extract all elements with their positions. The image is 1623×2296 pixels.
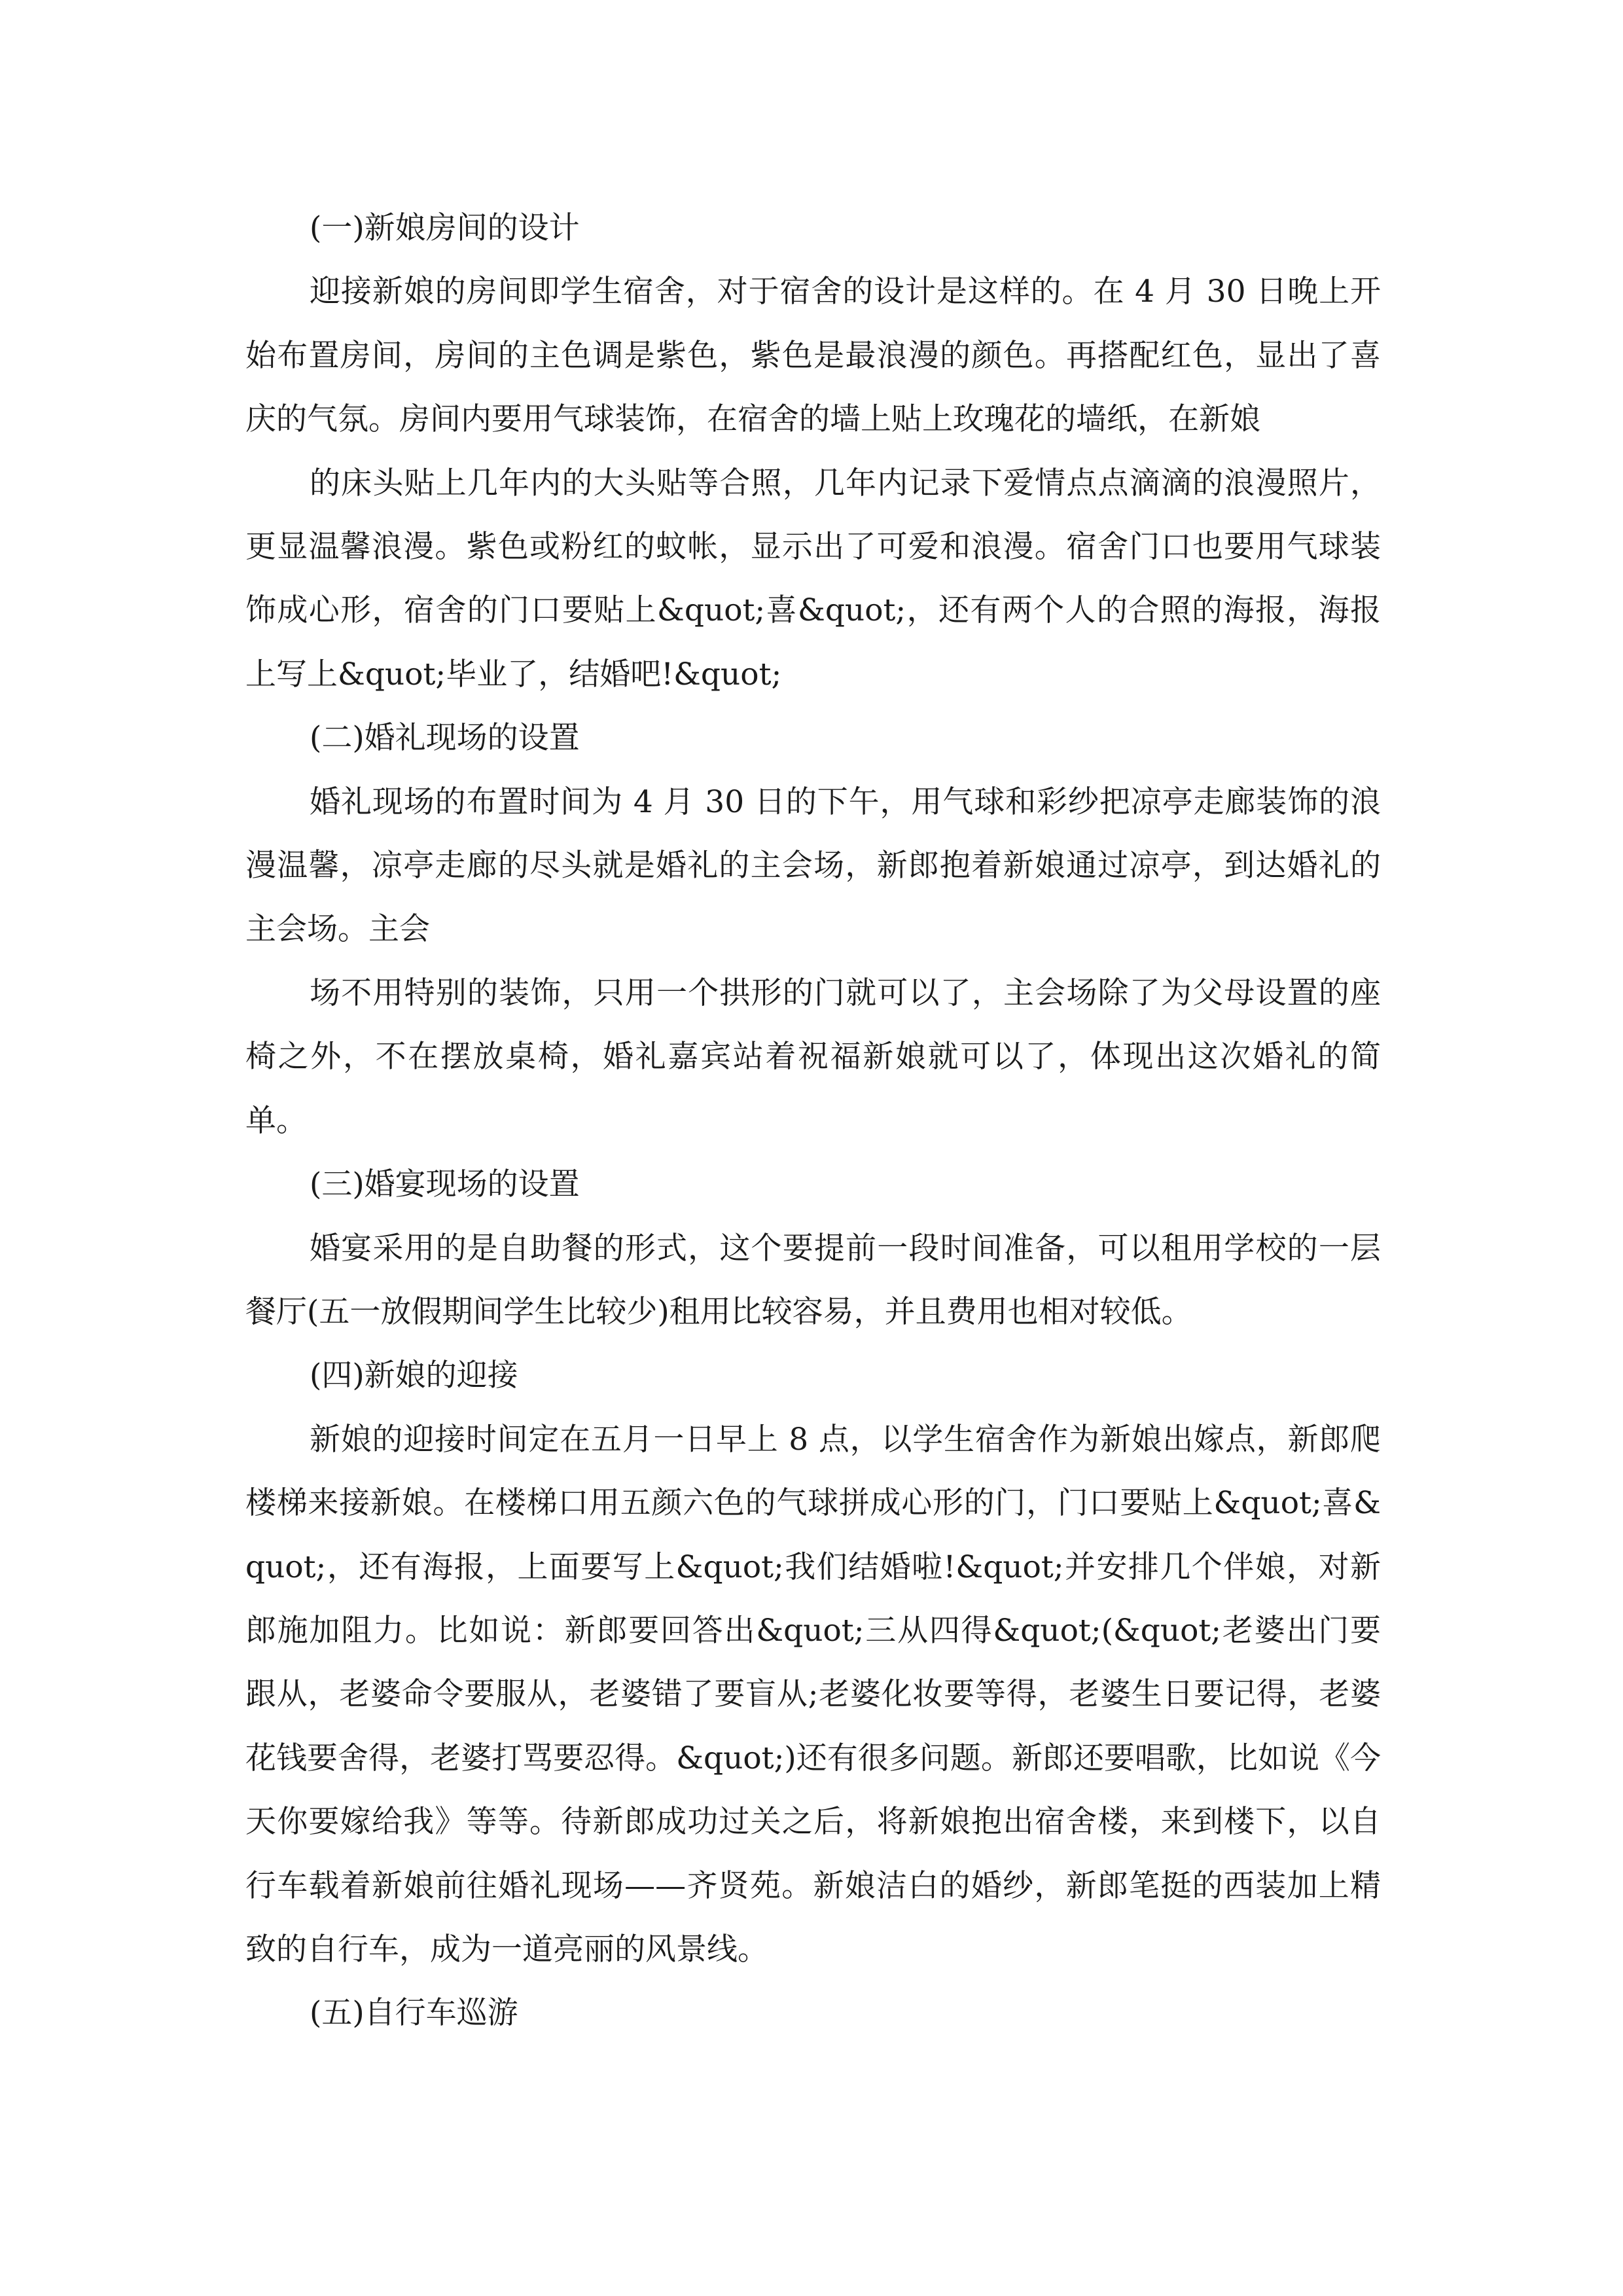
section-heading-1: (一)新娘房间的设计	[310, 210, 580, 246]
section-heading-4: (四)新娘的迎接	[310, 1357, 518, 1394]
paragraph-venue-2: 场不用特别的装饰，只用一个拱形的门就可以了，主会场除了为父母设置的座椅之外，不在摆放桌椅，婚礼嘉宾站着祝福新娘就可以了，体现出这次婚礼的简单。	[245, 975, 1381, 1139]
paragraph-room-design-1: 迎接新娘的房间即学生宿舍，对于宿舍的设计是这样的。在 4 月 30 日晚上开始布置房间，房间的主色调是紫色，紫色是最浪漫的颜色。再搭配红色，显出了喜庆的气氛。房间内要用气球装饰，在宿舍的墙上贴上玫瑰花的墙纸，在新娘	[245, 274, 1381, 438]
paragraph-banquet: 婚宴采用的是自助餐的形式，这个要提前一段时间准备，可以租用学校的一层餐厅(五一放假期间学生比较少)租用比较容易，并且费用也相对较低。	[245, 1230, 1381, 1330]
paragraph-room-design-2: 的床头贴上几年内的大头贴等合照，几年内记录下爱情点点滴滴的浪漫照片，更显温馨浪漫。紫色或粉红的蚊帐，显示出了可爱和浪漫。宿舍门口也要用气球装饰成心形，宿舍的门口要贴上&quot;喜&quot;，还有两个人的合照的海报，海报上写上&quot;毕业了，结婚吧!&quot;	[245, 465, 1381, 692]
document-body	[245, 196, 1381, 2045]
section-heading-5: (五)自行车巡游	[310, 1995, 518, 2032]
paragraph-bride-pickup: 新娘的迎接时间定在五月一日早上 8 点，以学生宿舍作为新娘出嫁点，新郎爬楼梯来接新娘。在楼梯口用五颜六色的气球拼成心形的门，门口要贴上&quot;喜&quot;，还有海报，上面要写上&quot;我们结婚啦!&quot;并安排几个伴娘，对新郎施加阻力。比如说：新郎要回答出&quot;三从四得&quot;(&quot;老婆出门要跟从，老婆命令要服从，老婆错了要盲从;老婆化妆要等得，老婆生日要记得，老婆花钱要舍得，老婆打骂要忍得。&quot;)还有很多问题。新郎还要唱歌，比如说《今天你要嫁给我》等等。待新郎成功过关之后，将新娘抱出宿舍楼，来到楼下，以自行车载着新娘前往婚礼现场——齐贤苑。新娘洁白的婚纱，新郎笔挺的西装加上精致的自行车，成为一道亮丽的风景线。	[245, 1421, 1381, 1967]
section-heading-3: (三)婚宴现场的设置	[310, 1166, 580, 1203]
paragraph-venue-1: 婚礼现场的布置时间为 4 月 30 日的下午，用气球和彩纱把凉亭走廊装饰的浪漫温馨，凉亭走廊的尽头就是婚礼的主会场，新郎抱着新娘通过凉亭，到达婚礼的主会场。主会	[245, 783, 1381, 948]
section-heading-2: (二)婚礼现场的设置	[310, 720, 580, 757]
